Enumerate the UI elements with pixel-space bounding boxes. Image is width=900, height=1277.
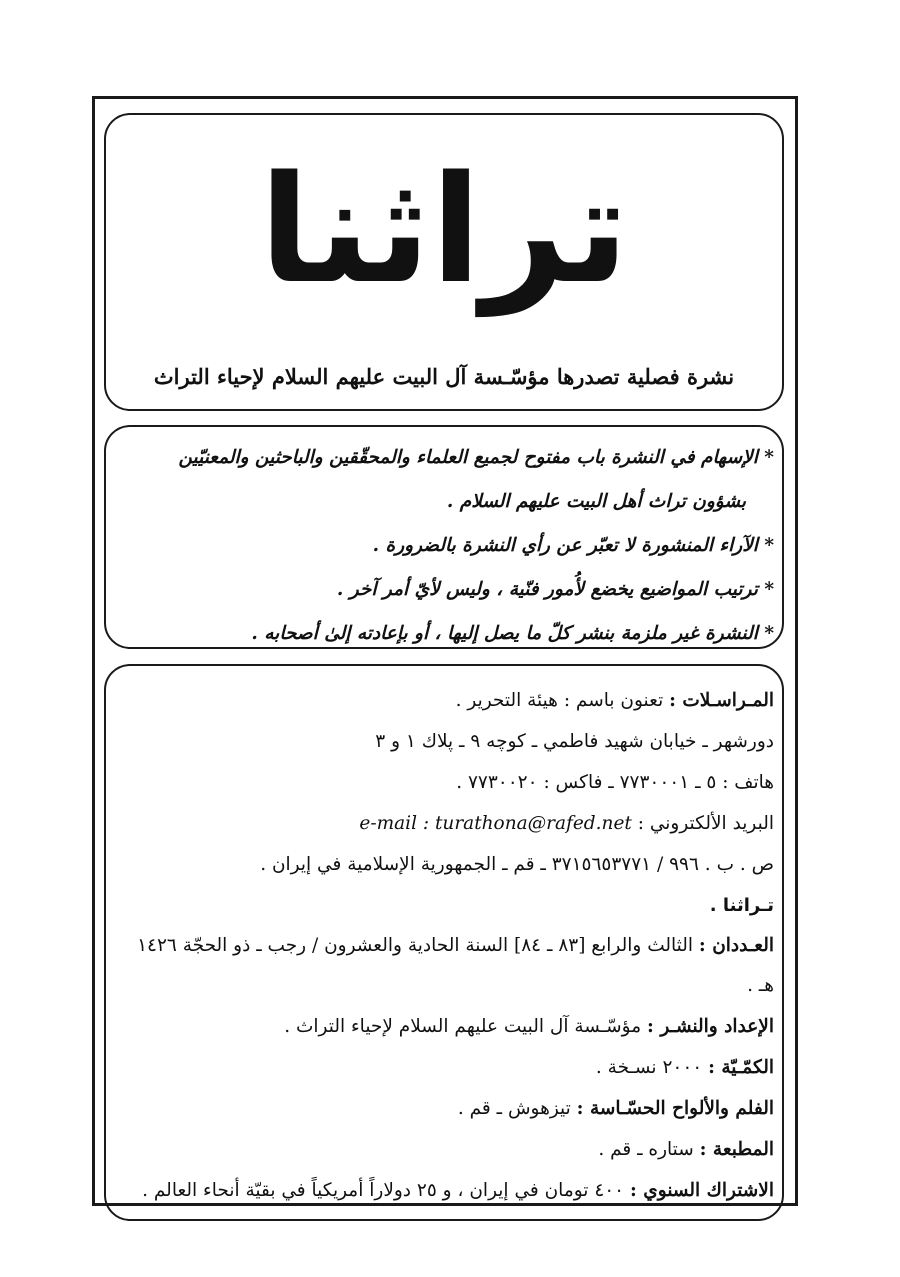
publisher-line: [118, 1006, 774, 1047]
issue-value: الثالث والرابع [٨٣ ـ ٨٤] السنة الحادية والعشرون / رجب ـ ذو الحجّة ١٤٢٦ هـ .: [137, 935, 774, 996]
quantity-value: ٢٠٠٠ نسـخة .: [595, 1057, 703, 1078]
issue-label: العـددان :: [698, 935, 774, 956]
correspondence-value: تعنون باسم : هيئة التحرير .: [455, 690, 664, 711]
email-address[interactable]: e-mail : turathona@rafed.net: [359, 813, 632, 834]
note-item: * النشرة غير ملزمة بنشر كلّ ما يصل إليها ، أو بإعادته إلىٰ أصحابه .: [251, 623, 774, 644]
plates-label: الفلم والألواح الحسّـاسة :: [576, 1098, 774, 1119]
press-value: ستاره ـ قم .: [598, 1139, 694, 1160]
masthead-subtitle: نشرة فصلية تصدرها مؤسّـسة آل البيت عليهم السلام لإحياء التراث: [153, 364, 735, 389]
publisher-label: الإعداد والنشـر :: [647, 1016, 774, 1037]
email-line: [118, 803, 774, 844]
publication-info: [118, 680, 774, 1211]
quantity-label: الكمّـيّة :: [708, 1057, 774, 1078]
brand-line: تـراثنا .: [709, 895, 774, 916]
note-item-continuation: بشؤون تراث أهل البيت عليهم السلام .: [446, 491, 746, 512]
press-label: المطبعة :: [699, 1139, 774, 1160]
correspondence-line: [118, 680, 774, 721]
masthead-title: تراثنا: [259, 144, 629, 316]
quantity-line: [118, 1047, 774, 1088]
publisher-value: مؤسّـسة آل البيت عليهم السلام لإحياء التراث .: [284, 1016, 642, 1037]
phone-line: هاتف : ٥ ـ ٧٧٣٠٠٠١ ـ فاكس : ٧٧٣٠٠٢٠ .: [456, 772, 774, 793]
issue-line: [118, 926, 774, 1006]
plates-line: [118, 1088, 774, 1129]
email-label: البريد الألكتروني :: [637, 813, 774, 834]
press-line: [118, 1129, 774, 1170]
plates-value: تيزهوش ـ قم .: [457, 1098, 571, 1119]
notes-list: [118, 436, 774, 656]
address-line: دورشهر ـ خيابان شهيد فاطمي ـ كوچه ٩ ـ پلاك ١ و ٣: [375, 731, 774, 752]
note-item: * الآراء المنشورة لا تعبّر عن رأي النشرة بالضرورة .: [372, 535, 774, 556]
pobox-line: ص . ب . ٩٩٦ / ٣٧١٥٦٥٣٧٧١ ـ قم ـ الجمهورية الإسلامية في إيران .: [260, 854, 774, 875]
subscription-label: الاشتراك السنوي :: [630, 1180, 774, 1201]
correspondence-label: المـراسـلات :: [669, 690, 774, 711]
subscription-value: ٤٠٠ تومان في إيران ، و ٢٥ دولاراً أمريكياً في بقيّة أنحاء العالم .: [142, 1180, 625, 1201]
subscription-line: [118, 1170, 774, 1211]
note-item: * الإسهام في النشرة باب مفتوح لجميع العلماء والمحقّقين والباحثين والمعنيّين: [178, 447, 774, 468]
note-item: * ترتيب المواضيع يخضع لأُمور فنّية ، وليس لأيّ أمر آخر .: [336, 579, 774, 600]
